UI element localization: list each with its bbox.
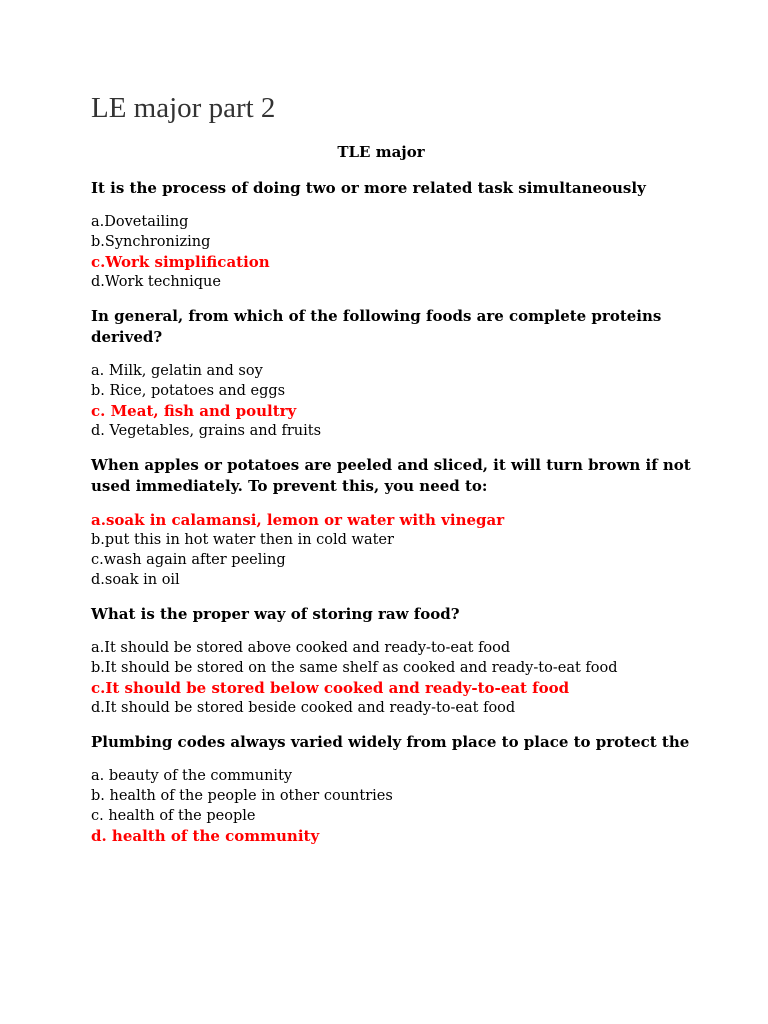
option: d.soak in oil (91, 572, 180, 588)
question-text: Plumbing codes always varied widely from place to place to protect the (91, 733, 690, 751)
option: d. Vegetables, grains and fruits (91, 423, 322, 439)
question-text: When apples or potatoes are peeled and sliced, it will turn brown if not used immediately. To prevent this, you need to: (91, 456, 691, 495)
question-list (91, 178, 711, 860)
question-block-1 (91, 178, 711, 292)
question-block-2 (91, 306, 711, 441)
option: b. health of the people in other countries (91, 788, 393, 804)
option: a.It should be stored above cooked and ready-to-eat food (91, 640, 511, 656)
answer-option: c.It should be stored below cooked and ready-to-eat food (91, 679, 570, 697)
answer-option: c. Meat, fish and poultry (91, 402, 297, 420)
answer-option: d. health of the community (91, 827, 320, 845)
question-text: What is the proper way of storing raw food? (91, 605, 460, 623)
option: b.It should be stored on the same shelf as cooked and ready-to-eat food (91, 660, 618, 676)
document-subtitle: TLE major (337, 143, 425, 161)
option: b.Synchronizing (91, 234, 211, 250)
question-block-5 (91, 732, 711, 846)
question-text: It is the process of doing two or more related task simultaneously (91, 179, 646, 197)
option: d.Work technique (91, 274, 221, 290)
option: c. health of the people (91, 808, 256, 824)
option: c.wash again after peeling (91, 552, 286, 568)
option: a. beauty of the community (91, 768, 293, 784)
question-block-4 (91, 604, 711, 718)
answer-option: c.Work simplification (91, 253, 270, 271)
option: d.It should be stored beside cooked and ready-to-eat food (91, 700, 516, 716)
option: b. Rice, potatoes and eggs (91, 383, 286, 399)
option: b.put this in hot water then in cold water (91, 532, 394, 548)
answer-option: a.soak in calamansi, lemon or water with vinegar (91, 511, 505, 529)
option: a.Dovetailing (91, 214, 189, 230)
question-text: In general, from which of the following foods are complete proteins derived? (91, 307, 662, 346)
document-title: LE major part 2 (91, 92, 276, 124)
question-block-3 (91, 455, 711, 590)
option: a. Milk, gelatin and soy (91, 363, 263, 379)
